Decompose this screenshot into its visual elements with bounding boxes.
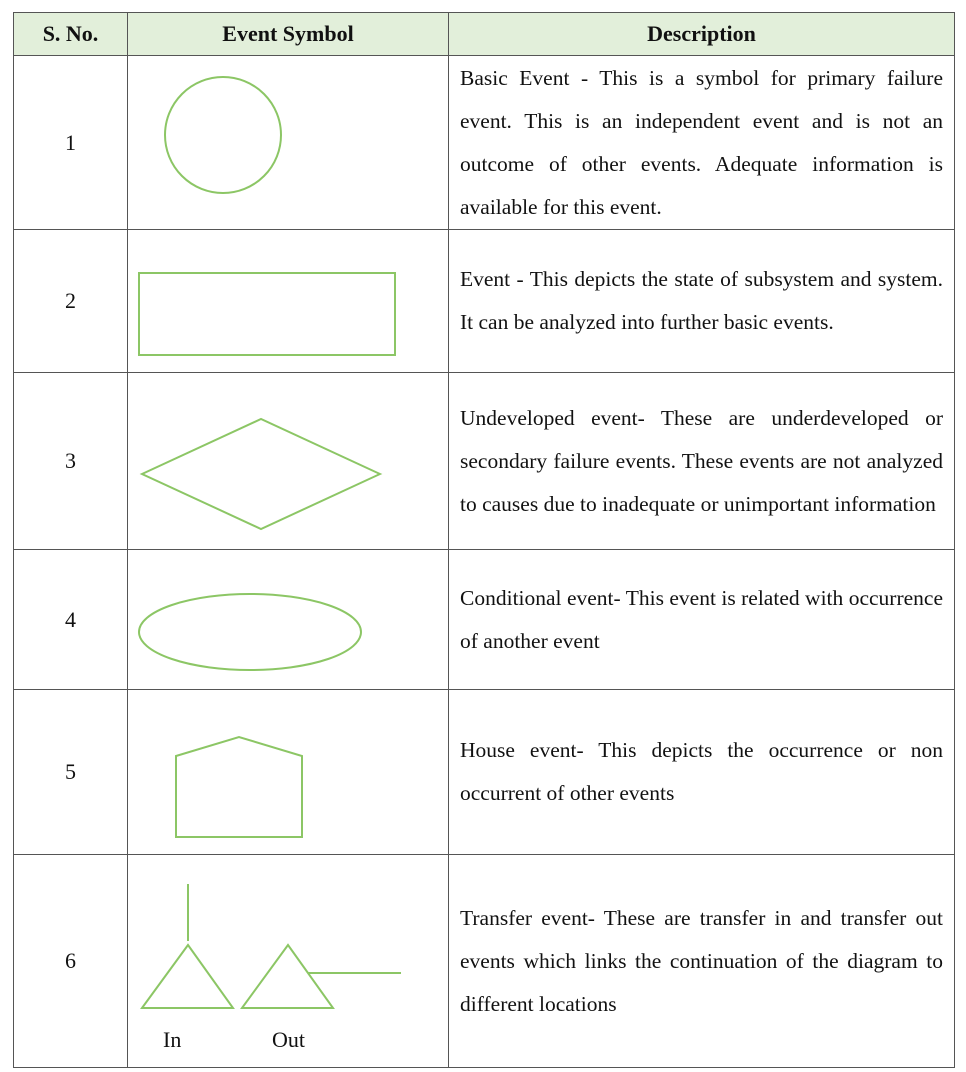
description: Event - This depicts the state of subsystem and system. It can be analyzed into further basic events. bbox=[449, 230, 955, 373]
description: Transfer event- These are transfer in and transfer out events which links the continuation of the diagram to different locations bbox=[449, 855, 955, 1068]
description: Basic Event - This is a symbol for primary failure event. This is an independent event and is not an outcome of other events. Adequate information is available for this event. bbox=[449, 56, 955, 230]
ellipse-icon bbox=[128, 550, 449, 690]
table-row bbox=[14, 690, 955, 855]
table-row bbox=[14, 550, 955, 690]
transfer-out-label: Out bbox=[272, 1027, 305, 1052]
table-row bbox=[14, 230, 955, 373]
house-icon bbox=[128, 690, 449, 855]
row-number: 6 bbox=[14, 855, 128, 1068]
row-number: 1 bbox=[14, 56, 128, 230]
header-symbol: Event Symbol bbox=[128, 13, 449, 56]
event-symbols-table bbox=[13, 12, 955, 1068]
header-sno: S. No. bbox=[14, 13, 128, 56]
symbol-cell bbox=[128, 690, 449, 855]
symbol-cell bbox=[128, 373, 449, 550]
header-description: Description bbox=[449, 13, 955, 56]
row-number: 3 bbox=[14, 373, 128, 550]
header-row bbox=[14, 13, 955, 56]
rectangle-icon bbox=[128, 230, 449, 373]
symbol-cell bbox=[128, 855, 449, 1068]
row-number: 4 bbox=[14, 550, 128, 690]
circle-icon bbox=[128, 56, 449, 230]
symbol-cell bbox=[128, 56, 449, 230]
table-row bbox=[14, 855, 955, 1068]
diamond-icon bbox=[128, 373, 449, 550]
description: Undeveloped event- These are underdeveloped or secondary failure events. These events are not analyzed to causes due to inadequate or unimportant information bbox=[449, 373, 955, 550]
transfer-in-label: In bbox=[163, 1027, 182, 1052]
table-row bbox=[14, 373, 955, 550]
symbol-cell bbox=[128, 550, 449, 690]
row-number: 2 bbox=[14, 230, 128, 373]
row-number: 5 bbox=[14, 690, 128, 855]
symbol-cell bbox=[128, 230, 449, 373]
table-row bbox=[14, 56, 955, 230]
description: Conditional event- This event is related with occurrence of another event bbox=[449, 550, 955, 690]
description: House event- This depicts the occurrence or non occurrent of other events bbox=[449, 690, 955, 855]
